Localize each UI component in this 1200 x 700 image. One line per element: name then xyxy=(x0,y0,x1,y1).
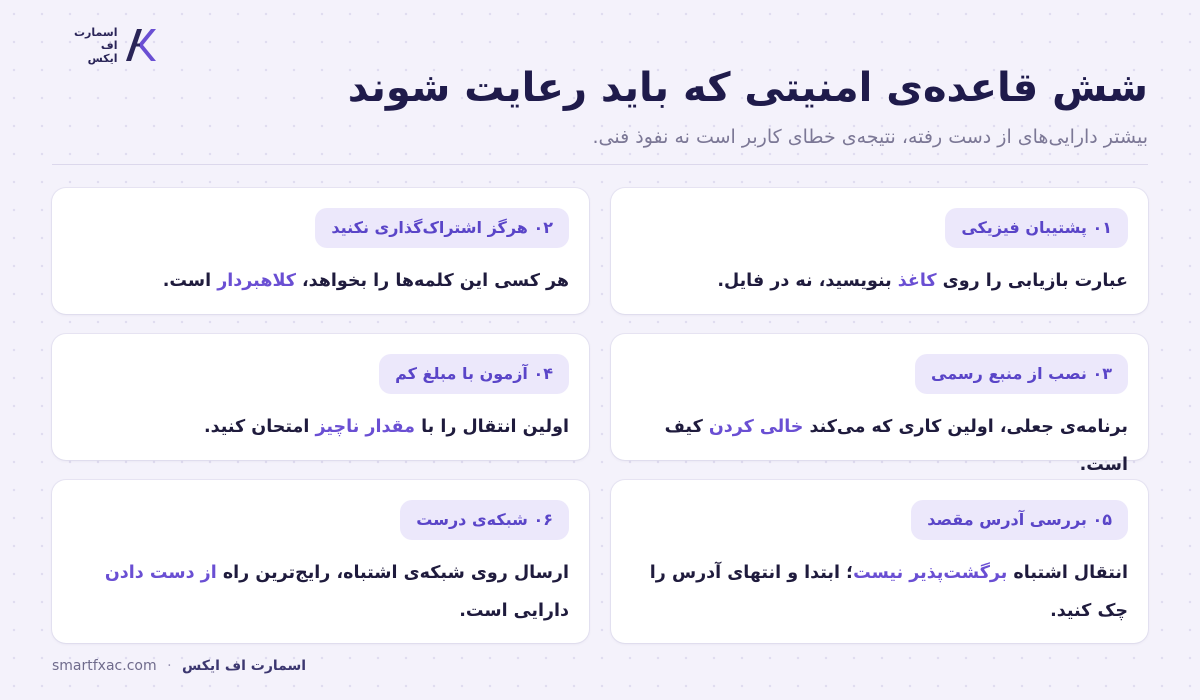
rule-badge-3: ۰۳ نصب از منبع رسمی xyxy=(915,354,1128,394)
footer xyxy=(52,656,306,676)
rule-text-5 xyxy=(631,554,1128,630)
rule-highlight-5: برگشت‌پذیر نیست xyxy=(853,563,1008,583)
rule-card-1 xyxy=(611,188,1148,314)
rule-highlight-2: کلاهبردار xyxy=(217,271,296,291)
logo-mark-icon xyxy=(123,25,157,65)
rule-badge-5: ۰۵ بررسی آدرس مقصد xyxy=(911,500,1128,540)
rule-badge-1: ۰۱ پشتیبان فیزیکی xyxy=(945,208,1128,248)
page-title: شش قاعده‌ی امنیتی که باید رعایت شوند xyxy=(347,65,1148,111)
rule-text-6-part-1: ارسال روی شبکه‌ی اشتباه، رایج‌ترین راه xyxy=(216,563,569,583)
footer-separator: · xyxy=(167,658,172,674)
rule-text-6 xyxy=(72,554,569,630)
rule-text-2-part-3: است. xyxy=(162,271,218,291)
rule-text-3-part-1: برنامه‌ی جعلی، اولین کاری که می‌کند xyxy=(803,417,1128,437)
rule-text-1 xyxy=(631,262,1128,300)
rule-highlight-4: مقدار ناچیز xyxy=(315,417,415,437)
rule-text-2-part-1: هر کسی این کلمه‌ها را بخواهد، xyxy=(295,271,569,291)
rule-text-5-part-3: ؛ ابتدا و انتهای آدرس را چک کنید. xyxy=(649,563,1128,621)
rule-text-6-part-3: دارایی است. xyxy=(459,601,569,621)
rule-text-3 xyxy=(631,408,1128,484)
rule-card-6 xyxy=(52,480,589,643)
rule-card-5 xyxy=(611,480,1148,643)
logo-line-2: اف xyxy=(100,38,118,52)
rule-text-5-part-1: انتقال اشتباه xyxy=(1007,563,1128,583)
rule-badge-4: ۰۴ آزمون با مبلغ کم xyxy=(379,354,569,394)
rule-badge-2: ۰۲ هرگز اشتراک‌گذاری نکنید xyxy=(315,208,569,248)
logo-line-3: ایکس xyxy=(87,51,118,65)
logo-wordmark xyxy=(74,26,117,65)
rule-highlight-6: از دست دادن xyxy=(104,563,217,583)
rule-text-4 xyxy=(72,408,569,446)
page-subtitle: بیشتر دارایی‌های از دست رفته، نتیجه‌ی خطای کاربر است نه نفوذ فنی. xyxy=(592,126,1148,148)
footer-brand: اسمارت اف ایکس xyxy=(181,658,307,674)
rule-text-4-part-1: اولین انتقال را با xyxy=(415,417,569,437)
rule-badge-6: ۰۶ شبکه‌ی درست xyxy=(400,500,569,540)
footer-url: smartfxac.com xyxy=(52,658,157,674)
rule-card-2 xyxy=(52,188,589,314)
rule-text-1-part-1: عبارت بازیابی را روی xyxy=(936,271,1128,291)
rule-text-2 xyxy=(72,262,569,300)
rule-text-3-part-3: کیف است. xyxy=(664,417,1128,475)
rule-highlight-1: کاغذ xyxy=(897,271,937,291)
logo-line-1: اسمارت xyxy=(74,25,118,39)
rule-highlight-3: خالی کردن xyxy=(708,417,804,437)
rule-text-1-part-3: بنویسید، نه در فایل. xyxy=(717,271,898,291)
brand-logo xyxy=(74,22,170,68)
rule-text-4-part-3: امتحان کنید. xyxy=(203,417,316,437)
header-divider xyxy=(52,164,1148,165)
rule-card-3 xyxy=(611,334,1148,475)
rule-card-4 xyxy=(52,334,589,460)
